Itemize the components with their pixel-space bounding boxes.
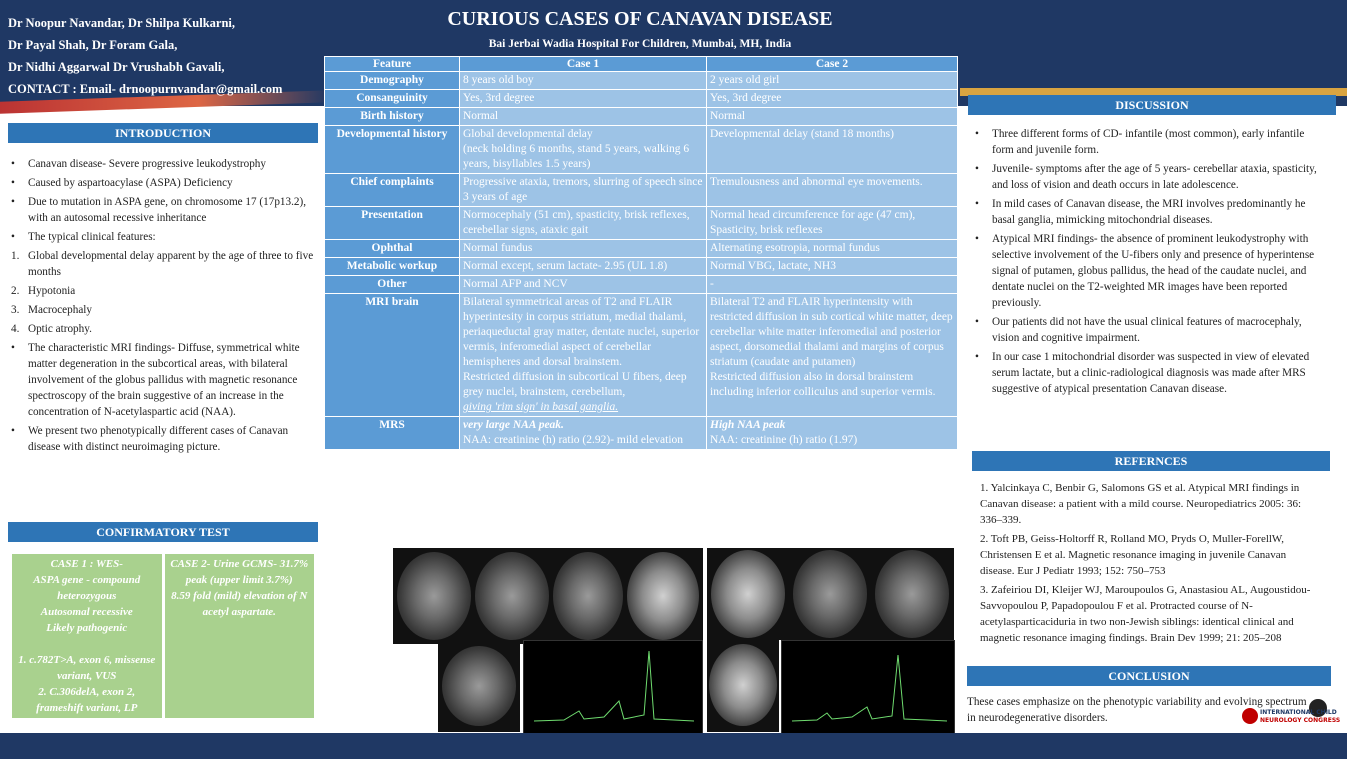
case1-mrs-spectrum (523, 640, 703, 734)
table-cell-case2 (707, 90, 958, 108)
cell-line: Normal (463, 110, 499, 122)
discussion-item-marker: • (975, 351, 979, 363)
case2-mri-images (707, 548, 954, 640)
discussion-item (972, 314, 1318, 346)
discussion-item-text: Atypical MRI findings- the absence of prominent leukodystrophy with selective involvement of the U-fibers only and presence of hyperintense signal of putamen, globus pallidus, the head of the caudate nuclei, and dentate nuclei on the T2-weighted MR images have been reported previously. (992, 233, 1315, 309)
intro-item-marker: • (11, 196, 15, 208)
cell-line: Progressive ataxia, tremors, slurring of speech since 3 years of age (463, 176, 703, 203)
table-row (325, 276, 958, 294)
intro-item-text: Due to mutation in ASPA gene, on chromosome 17 (17p13.2), with an autosomal recessive inheritance (28, 196, 307, 224)
intro-item (8, 340, 314, 420)
introduction-section (8, 156, 314, 458)
table-cell-case2 (707, 240, 958, 258)
congress-logo (1240, 694, 1341, 730)
reference-item: 2. Toft PB, Geiss-Holtorff R, Rolland MO, Pryds O, Muller-ForellW, Christensen E et al. Magnetic resonance imaging in juvenile Canavan disease. Eur J Pediatr 1993; 152: 750–753 (980, 533, 1287, 577)
table-cell-case2 (707, 72, 958, 90)
discussion-item (972, 349, 1318, 397)
table-cell-case2 (707, 258, 958, 276)
cell-line: NAA: creatinine (h) ratio (2.92)- mild elevation (463, 434, 684, 446)
cell-line: Yes, 3rd degree (463, 92, 535, 104)
table-cell-feature: Metabolic workup (325, 258, 460, 276)
table-row (325, 108, 958, 126)
cell-line: 2 years old girl (710, 74, 780, 86)
discussion-item (972, 231, 1318, 311)
case2-mrs-spectrum (781, 640, 955, 734)
intro-item-text: The typical clinical features: (28, 231, 156, 243)
discussion-item-text: In mild cases of Canavan disease, the MRI involves predominantly he basal ganglia, mimicking mitochondrial diseases. (992, 198, 1306, 226)
intro-item (8, 175, 314, 191)
mri-slice (442, 646, 516, 726)
author-line: Dr Noopur Navandar, Dr Shilpa Kulkarni, (8, 16, 236, 30)
intro-item (8, 423, 314, 455)
table-cell-feature: MRS (325, 417, 460, 450)
author-line: Dr Nidhi Aggarwal Dr Vrushabh Gavali, (8, 60, 225, 74)
cell-line: Restricted diffusion also in dorsal brainstem including inferior colliculus and superior vermis. (710, 371, 936, 398)
confirmatory-line: Autosomal recessive (40, 606, 133, 618)
table-row (325, 90, 958, 108)
reference-item: 3. Zafeiriou DI, Kleijer WJ, Maroupoulos G, Anastasiou AL, Augoustidou- Savvopoulou P, Papadopoulou F et al. Protracted course of N-acetylasparticaciduria in two non-Jewish siblings: identical clinical and magnetic resonance imaging findings. Brain Dev 1999; 21: 205–208 (980, 584, 1311, 644)
table-cell-feature: Chief complaints (325, 174, 460, 207)
table-cell-feature: MRI brain (325, 294, 460, 417)
intro-item (8, 321, 314, 337)
table-cell-case1 (460, 240, 707, 258)
table-row (325, 417, 958, 450)
intro-item-text: Optic atrophy. (28, 323, 92, 335)
discussion-item-marker: • (975, 163, 979, 175)
intro-item-marker: • (11, 231, 15, 243)
mrs-highlight: High NAA peak (710, 419, 786, 431)
table-row (325, 72, 958, 90)
intro-item-marker: 2. (11, 285, 20, 297)
confirmatory-line: 1. c.782T>A, exon 6, missense variant, VUS (18, 654, 156, 682)
intro-item-text: Caused by aspartoacylase (ASPA) Deficiency (28, 177, 233, 189)
intro-item (8, 229, 314, 245)
poster-subtitle: Bai Jerbai Wadia Hospital For Children, Mumbai, MH, India (488, 38, 792, 50)
case2-urine-box (165, 554, 315, 718)
table-cell-case1 (460, 417, 707, 450)
cell-line: Normal fundus (463, 242, 533, 254)
discussion-item-marker: • (975, 198, 979, 210)
confirmatory-line: ASPA gene - compound heterozygous (33, 574, 141, 602)
footer-banner (0, 733, 1347, 759)
cell-line: Normal AFP and NCV (463, 278, 568, 290)
table-cell-case1 (460, 174, 707, 207)
introduction-heading: INTRODUCTION (8, 123, 318, 143)
mri-slice (875, 550, 949, 638)
intro-item-text: The characteristic MRI findings- Diffuse, symmetrical white matter degeneration in the subcortical areas, with bilateral involvement of the globus pallidus with magnetic resonance spectroscopy of the brain suggestive of an increase in the concentration of N-acetylaspartic acid (NAA). (28, 342, 300, 418)
table-row (325, 174, 958, 207)
mri-slice (627, 552, 699, 640)
table-cell-case2 (707, 108, 958, 126)
intro-item-marker: 3. (11, 304, 20, 316)
cell-line: Tremulousness and abnormal eye movements. (710, 176, 923, 188)
svg-text:INTERNATIONAL CHILD: INTERNATIONAL CHILD (1260, 709, 1337, 716)
discussion-item-marker: • (975, 316, 979, 328)
cell-line: Normal VBG, lactate, NH3 (710, 260, 836, 272)
poster-title: CURIOUS CASES OF CANAVAN DISEASE (447, 8, 833, 30)
table-cell-feature: Presentation (325, 207, 460, 240)
mri-slice (793, 550, 867, 638)
author-line: Dr Payal Shah, Dr Foram Gala, (8, 38, 178, 52)
case1-mri-images (393, 548, 703, 644)
mri-slice (711, 550, 785, 638)
discussion-item-text: Our patients did not have the usual clinical features of macrocephaly, vision and cognitive impairment. (992, 316, 1302, 344)
table-cell-case1 (460, 90, 707, 108)
table-row (325, 207, 958, 240)
references-heading: REFERNCES (972, 451, 1330, 471)
rim-sign-note: giving 'rim sign' in basal ganglia. (463, 401, 619, 413)
cell-line: Normocephaly (51 cm), spasticity, brisk reflexes, cerebellar signs, ataxic gait (463, 209, 690, 236)
table-cell-feature: Demography (325, 72, 460, 90)
table-cell-feature: Other (325, 276, 460, 294)
confirmatory-line: Likely pathogenic (46, 622, 128, 634)
confirmatory-line (15, 636, 159, 652)
case-comparison-table (324, 56, 958, 450)
mri-slice (709, 644, 777, 726)
discussion-item (972, 126, 1318, 158)
authors-block (8, 12, 282, 100)
cell-line: - (710, 278, 714, 290)
references-section (980, 480, 1320, 649)
table-row (325, 126, 958, 174)
cell-line: Global developmental delay (463, 128, 593, 140)
table-cell-case2 (707, 276, 958, 294)
contact-line: CONTACT : Email- drnoopurnvandar@gmail.com (8, 82, 283, 96)
confirmatory-line: CASE 2- Urine GCMS- 31.7% peak (upper limit 3.7%) (170, 558, 309, 586)
table-cell-case2 (707, 126, 958, 174)
table-cell-case2 (707, 294, 958, 417)
spectrum-plot (524, 641, 702, 733)
discussion-item-text: Three different forms of CD- infantile (most common), early infantile form and juvenile form. (992, 128, 1305, 156)
mrs-highlight: very large NAA peak. (463, 419, 564, 431)
intro-item-text: Canavan disease- Severe progressive leukodystrophy (28, 158, 266, 170)
case1-mrs-voxel-image (438, 640, 520, 732)
table-cell-case2 (707, 417, 958, 450)
discussion-item-marker: • (975, 128, 979, 140)
cell-line: Normal except, serum lactate- 2.95 (UL 1.8) (463, 260, 668, 272)
introduction-list (8, 156, 314, 455)
discussion-item-text: Juvenile- symptoms after the age of 5 years- cerebellar ataxia, spasticity, and loss of vision and death occurs in late adolescence. (992, 163, 1317, 191)
svg-text:NEUROLOGY CONGRESS: NEUROLOGY CONGRESS (1260, 717, 1341, 724)
discussion-item (972, 196, 1318, 228)
table-cell-feature: Ophthal (325, 240, 460, 258)
table-row (325, 294, 958, 417)
discussion-section (972, 126, 1318, 400)
table-header-feature: Feature (325, 57, 460, 72)
cell-line: Developmental delay (stand 18 months) (710, 128, 894, 140)
intro-item (8, 283, 314, 299)
cell-line: Bilateral symmetrical areas of T2 and FLAIR hyperintesity in corpus striatum, medial thalami, periaqueductal gray matter, dentate nuclei, superior vermis, inferomedial aspect of cerebellar hemispheres and dorsal brainstem. (463, 296, 700, 368)
cell-line: Alternating esotropia, normal fundus (710, 242, 880, 254)
cell-line: Normal head circumference for age (47 cm), Spasticity, brisk reflexes (710, 209, 916, 236)
intro-item-marker: • (11, 158, 15, 170)
confirmatory-section (12, 554, 314, 718)
table-cell-case1 (460, 258, 707, 276)
cell-line: Restricted diffusion in subcortical U fibers, deep grey nuclei, brainstem, cerebellum, (463, 371, 687, 398)
cell-line: (neck holding 6 months, stand 5 years, walking 6 years, bisyllables 1.5 years) (463, 143, 690, 170)
intro-item (8, 156, 314, 172)
spectrum-plot (782, 641, 954, 733)
table-cell-case1 (460, 207, 707, 240)
table-cell-feature: Developmental history (325, 126, 460, 174)
intro-item-marker: 1. (11, 250, 20, 262)
reference-item: 1. Yalcinkaya C, Benbir G, Salomons GS et al. Atypical MRI findings in Canavan disease: a patient with a mild course. Neuropediatrics 2005: 36: 336–339. (980, 482, 1302, 526)
intro-item (8, 248, 314, 280)
case2-mrs-voxel-image (707, 640, 779, 732)
intro-item-text: Global developmental delay apparent by the age of three to five months (28, 250, 314, 278)
table-cell-case1 (460, 276, 707, 294)
intro-item-text: We present two phenotypically different cases of Canavan disease with distinct neuroimaging picture. (28, 425, 289, 453)
intro-item-text: Hypotonia (28, 285, 76, 297)
confirmatory-line: 2. C.306delA, exon 2, frameshift variant, LP (36, 686, 138, 714)
discussion-item (972, 161, 1318, 193)
intro-item-text: Macrocephaly (28, 304, 92, 316)
cell-line: NAA: creatinine (h) ratio (1.97) (710, 434, 858, 446)
conclusion-text: These cases emphasize on the phenotypic variability and evolving spectrum in neurodegenerative disorders. (967, 696, 1307, 724)
mri-slice (397, 552, 471, 640)
table-row (325, 240, 958, 258)
table-cell-case2 (707, 174, 958, 207)
case1-genetic-box (12, 554, 162, 718)
discussion-item-text: In our case 1 mitochondrial disorder was suspected in view of elevated serum lactate, but a clinic-radiological diagnosis was made after MRS suggestive of atypical presentation Canavan disease. (992, 351, 1310, 395)
table-cell-case1 (460, 294, 707, 417)
intro-item (8, 194, 314, 226)
table-header-case1: Case 1 (460, 57, 707, 72)
cell-line: Yes, 3rd degree (710, 92, 782, 104)
cell-line: Bilateral T2 and FLAIR hyperintensity with restricted diffusion in sub cortical white matter, deep cerebellar white matter inferomedial and posterior aspect, dorsomedial thalami and margins of corpus striatum (caudate and putamen) (710, 296, 953, 368)
cell-line: 8 years old boy (463, 74, 534, 86)
intro-item-marker: • (11, 342, 15, 354)
intro-item (8, 302, 314, 318)
confirmatory-line: 8.59 fold (mild) elevation of N acetyl aspartate. (171, 590, 308, 618)
table-cell-feature: Birth history (325, 108, 460, 126)
discussion-list (972, 126, 1318, 397)
mri-slice (553, 552, 623, 640)
confirmatory-heading: CONFIRMATORY TEST (8, 522, 318, 542)
intro-item-marker: 4. (11, 323, 20, 335)
cell-line: Normal (710, 110, 746, 122)
conclusion-heading: CONCLUSION (967, 666, 1331, 686)
table-cell-case2 (707, 207, 958, 240)
confirmatory-line: CASE 1 : WES- (50, 558, 123, 570)
table-cell-case1 (460, 72, 707, 90)
mri-slice (475, 552, 549, 640)
table-cell-case1 (460, 108, 707, 126)
intro-item-marker: • (11, 177, 15, 189)
table-header-case2: Case 2 (707, 57, 958, 72)
intro-item-marker: • (11, 425, 15, 437)
table-row (325, 258, 958, 276)
discussion-item-marker: • (975, 233, 979, 245)
congress-logo-graphic (1240, 694, 1341, 730)
table-cell-case1 (460, 126, 707, 174)
discussion-heading: DISCUSSION (968, 95, 1336, 115)
table-cell-feature: Consanguinity (325, 90, 460, 108)
